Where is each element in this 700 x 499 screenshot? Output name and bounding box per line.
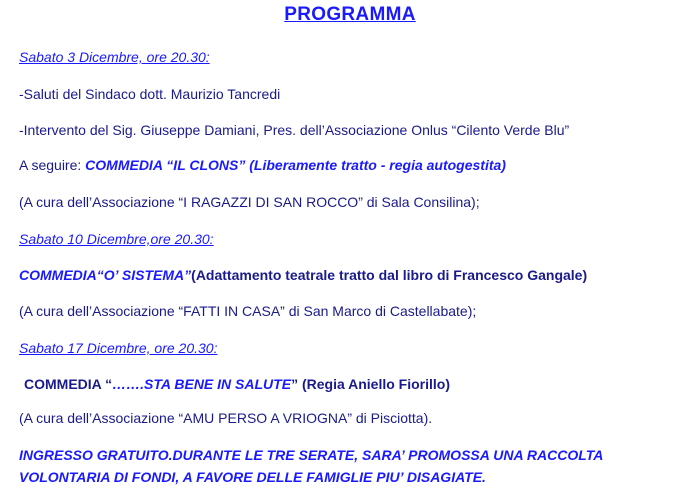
show-1: COMMEDIA “IL CLONS” (Liberamente tratto - regia autogestita) (85, 157, 506, 173)
greeting-line: -Saluti del Sindaco dott. Maurizio Tancredi (19, 86, 281, 102)
following-line (19, 157, 506, 173)
show-2-line (19, 267, 587, 283)
curator-3: (A cura dell’Associazione “AMU PERSO A VRIOGNA” di Pisciotta). (19, 410, 433, 426)
closing-notice: INGRESSO GRATUITO.DURANTE LE TRE SERATE, SARA’ PROMOSSA UNA RACCOLTA VOLONTARIA DI FONDI, A FAVORE DELLE FAMIGLIE PIU’ DISAGIATE. (19, 447, 603, 485)
show-2-title: COMMEDIA“O’ SISTEMA” (19, 267, 192, 283)
date-2: Sabato 10 Dicembre,ore 20.30: (19, 231, 214, 247)
date-1: Sabato 3 Dicembre, ore 20.30: (19, 49, 210, 65)
intervention-line: -Intervento del Sig. Giuseppe Damiani, Pres. dell’Associazione Onlus “Cilento Verde Blu” (19, 122, 570, 138)
show-3-title: …….STA BENE IN SALUTE (112, 376, 292, 392)
show-3-prefix: COMMEDIA “ (24, 376, 113, 392)
curator-1: (A cura dell’Associazione “I RAGAZZI DI SAN ROCCO” di Sala Consilina); (19, 194, 480, 210)
show-3-suffix: ” (Regia Aniello Fiorillo) (291, 376, 450, 392)
curator-2: (A cura dell’Associazione “FATTI IN CASA” di San Marco di Castellabate); (19, 303, 477, 319)
date-3: Sabato 17 Dicembre, ore 20.30: (19, 340, 218, 356)
following-prefix: A seguire: (19, 157, 86, 173)
show-3-line (24, 376, 450, 392)
page-title: PROGRAMMA (284, 4, 416, 25)
show-2-detail: (Adattamento teatrale tratto dal libro di Francesco Gangale) (191, 267, 588, 283)
